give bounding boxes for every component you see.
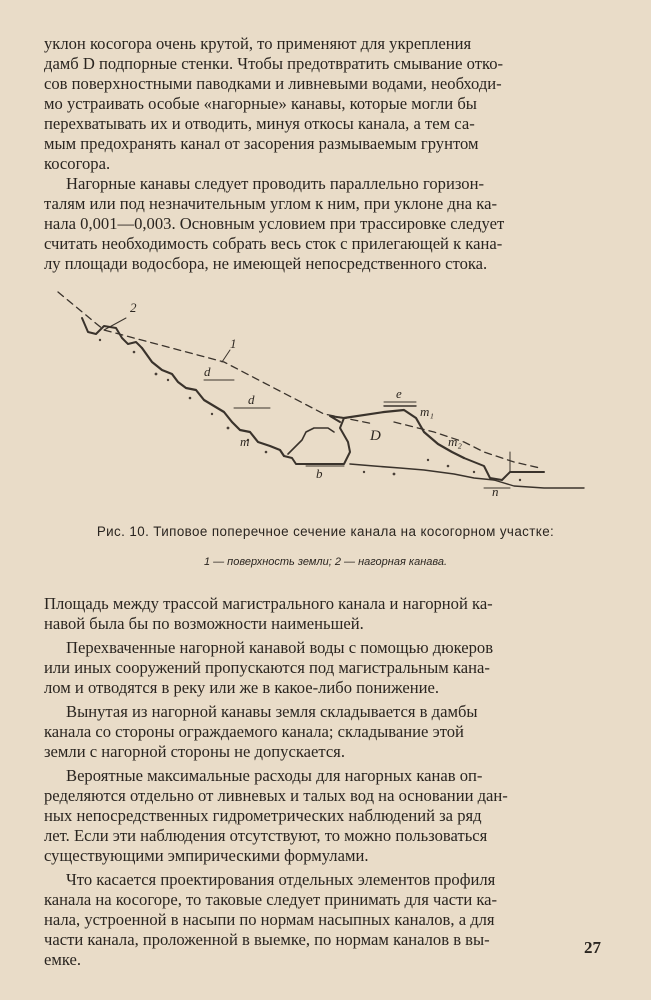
text-line: канала со стороны ограждаемого канала; складывание этой (44, 722, 464, 741)
text-line: лом и отводятся в реку или же в какое-либо понижение. (44, 678, 439, 697)
upland-ditch (82, 318, 142, 348)
figure-caption: Рис. 10. Типовое поперечное сечение канала на косогорном участке: (96, 524, 555, 539)
text-line: ределяются отдельно от ливневых и талых вод на основании дан- (44, 786, 508, 805)
text-line: сов поверхностными паводками и ливневыми водами, необходи- (44, 74, 502, 93)
text-line: Площадь между трассой магистрального канала и нагорной ка- (44, 594, 493, 613)
fill-ground (350, 464, 494, 480)
text-line: навой была бы по возможности наименьшей. (44, 614, 364, 633)
canal-inner-slope (288, 428, 334, 454)
text-line: лет. Если эти наблюдения отсутствуют, то можно пользоваться (44, 826, 488, 845)
canal-bed (284, 416, 350, 464)
page-number: 27 (584, 938, 601, 957)
text-line: Что касается проектирования отдельных элементов профиля (66, 870, 496, 889)
figure-label-m2: m₂ (448, 434, 462, 449)
text-line: канала на косогоре, то таковые следует принимать для части ка- (44, 890, 498, 909)
text-line: талям или под незначительным углом к ним, при уклоне дна ка- (44, 194, 497, 213)
text-line: косогора. (44, 154, 111, 173)
paragraph (44, 34, 601, 174)
text-line: существующими эмпирическими формулами. (44, 846, 369, 865)
bottom-text-block (44, 594, 601, 970)
figure-label-m: m (240, 434, 250, 449)
figure-label-2: 2 (130, 300, 137, 315)
text-line: мо устраивать особые «нагорные» канавы, которые могли бы (44, 94, 477, 113)
paragraph (44, 174, 601, 274)
text-line: дамб D подпорные стенки. Чтобы предотвратить смывание отко- (44, 54, 504, 73)
text-line: Перехваченные нагорной канавой воды с помощью дюкеров (66, 638, 494, 657)
text-line: нала 0,001—0,003. Основным условием при трассировке следует (44, 214, 505, 233)
text-line: ных непосредственных гидрометрических наблюдений за ряд (44, 806, 482, 825)
text-line: считать необходимость собрать весь сток с прилегающей к кана- (44, 234, 503, 253)
earth-hatching (99, 339, 521, 481)
figure-label-n: n (492, 484, 499, 499)
ground-surface-line (58, 292, 540, 468)
text-line: перехватывать их и отводить, минуя откосы канала, а тем са- (44, 114, 475, 133)
top-text-block (44, 34, 601, 274)
leader-line-1 (222, 350, 230, 362)
paragraph (44, 870, 601, 970)
text-line: или иных сооружений пропускаются под магистральным кана- (44, 658, 490, 677)
text-line: мым предохранять канал от засорения размываемым грунтом (44, 134, 479, 153)
text-line: лу площади водосбора, не имеющей непосредственного стока. (44, 254, 488, 273)
slope-right (494, 480, 584, 488)
text-line: Вынутая из нагорной канавы земля складывается в дамбы (66, 702, 478, 721)
figure-label-d: d (204, 364, 211, 379)
figure-label-b: b (316, 466, 323, 481)
figure-label-m1: m₁ (420, 404, 434, 419)
text-line: земли с нагорной стороны не допускается. (44, 742, 345, 761)
paragraph (44, 766, 601, 866)
figure-label-D: D (370, 428, 381, 444)
text-line: емке. (44, 950, 82, 969)
text-line: нала, устроенной в насыпи по нормам насыпных каналов, а для (44, 910, 495, 929)
dam-D (344, 410, 464, 458)
text-line: Нагорные канавы следует проводить параллельно горизон- (66, 174, 484, 193)
figure-label-e: e (396, 386, 402, 401)
hillside-profile (142, 348, 284, 456)
text-line: части канала, проложенной в выемке, по нормам каналов в вы- (44, 930, 490, 949)
paragraph (44, 594, 601, 634)
text-line: Вероятные максимальные расходы для нагорных канав оп- (66, 766, 483, 785)
drain-ditch (464, 458, 544, 480)
figure-legend: 1 — поверхность земли; 2 — нагорная канава. (203, 556, 448, 568)
canal-cross-section-figure (44, 282, 604, 512)
paragraph (44, 702, 601, 762)
text-line: уклон косогора очень крутой, то применяют для укрепления (44, 34, 472, 53)
figure-label-d: d (248, 392, 255, 407)
paragraph (44, 638, 601, 698)
figure-label-1: 1 (230, 336, 237, 351)
